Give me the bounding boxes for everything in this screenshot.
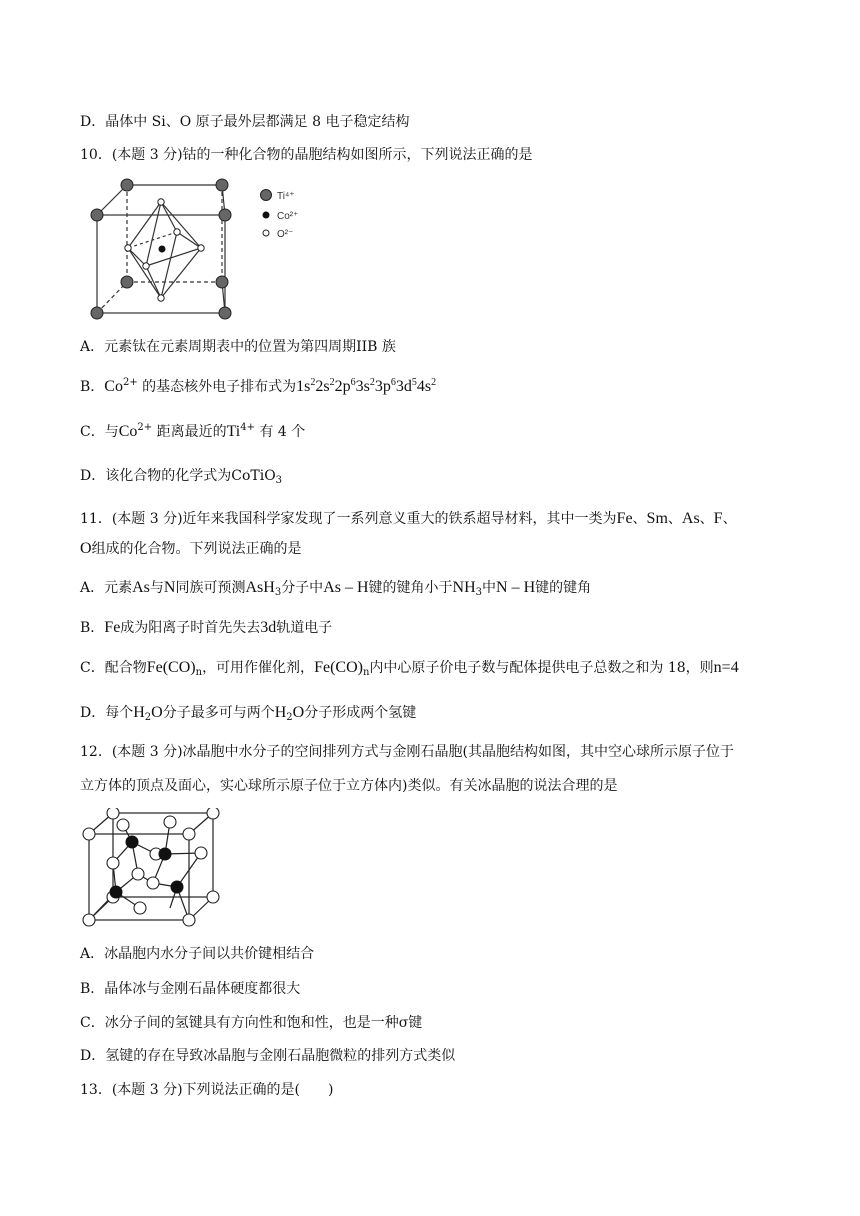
- q10-option-b: B．$Co^{2+}$ 的基态核外电子排布式为$1s^22s^22p^63s^23p^63d^54s^2$: [80, 377, 437, 395]
- q11-option-d: D．每个$H_2O$分子最多可与两个$H_2O$分子形成两个氢键: [80, 704, 417, 723]
- q10-stem: 10．(本题 3 分)钴的一种化合物的晶胞结构如图所示，下列说法正确的是: [80, 147, 533, 163]
- legend-o-label: O²⁻: [277, 229, 294, 240]
- q12-option-a: A．冰晶胞内水分子间以共价键相结合: [80, 946, 315, 962]
- q12-option-b: B．晶体冰与金刚石晶体硬度都很大: [80, 981, 301, 997]
- q11-stem-line2: O组成的化合物。下列说法正确的是: [80, 540, 302, 557]
- q11-stem-line1: 11．(本题 3 分)近年来我国科学家发现了一系列意义重大的铁系超导材料，其中一类为Fe、Sm、As、F、: [80, 510, 737, 527]
- q9-option-d: D．晶体中 Si、O 原子最外层都满足 8 电子稳定结构: [80, 114, 410, 130]
- q10-option-c: C．与$Co^{2+}$ 距离最近的$Ti^{4+}$ 有 4 个: [80, 422, 306, 440]
- q13-stem: 13．(本题 3 分)下列说法正确的是( ): [80, 1082, 334, 1098]
- q12-diamond-cell-diagram: [80, 808, 230, 932]
- q11-option-c: C．配合物$Fe(CO)_n$，可用作催化剂，$Fe(CO)_n$内中心原子价电子数与配体提供电子总数之和为 18，则n=4: [80, 659, 739, 678]
- q10-crystal-diagram: [80, 175, 320, 327]
- q10-option-a: A．元素钛在元素周期表中的位置为第四周期IIB 族: [80, 339, 396, 355]
- legend-co-label: Co²⁺: [277, 211, 299, 222]
- electron-configuration: $1s^22s^22p^63s^23p^63d^54s^2$: [296, 377, 437, 395]
- q12-stem-line2: 立方体的顶点及面心，实心球所示原子位于立方体内)类似。有关冰晶胞的说法合理的是: [80, 778, 618, 794]
- q10-option-d: D．该化合物的化学式为CoTiO$_3$: [80, 468, 283, 486]
- q12-option-c: C．冰分子间的氢键具有方向性和饱和性，也是一种σ键: [80, 1015, 423, 1031]
- legend-ti-label: Ti⁴⁺: [277, 191, 295, 202]
- q11-option-a: A．元素As与N同族可预测AsH$_3$分子中As – H键的键角小于$NH_3$中N – H键的键角: [80, 579, 592, 598]
- q12-option-d: D．氢键的存在导致冰晶胞与金刚石晶胞微粒的排列方式类似: [80, 1048, 456, 1064]
- q12-stem-line1: 12．(本题 3 分)冰晶胞中水分子的空间排列方式与金刚石晶胞(其晶胞结构如图，其中空心球所示原子位于: [80, 744, 735, 760]
- q11-option-b: B．Fe成为阳离子时首先失去3d轨道电子: [80, 619, 333, 636]
